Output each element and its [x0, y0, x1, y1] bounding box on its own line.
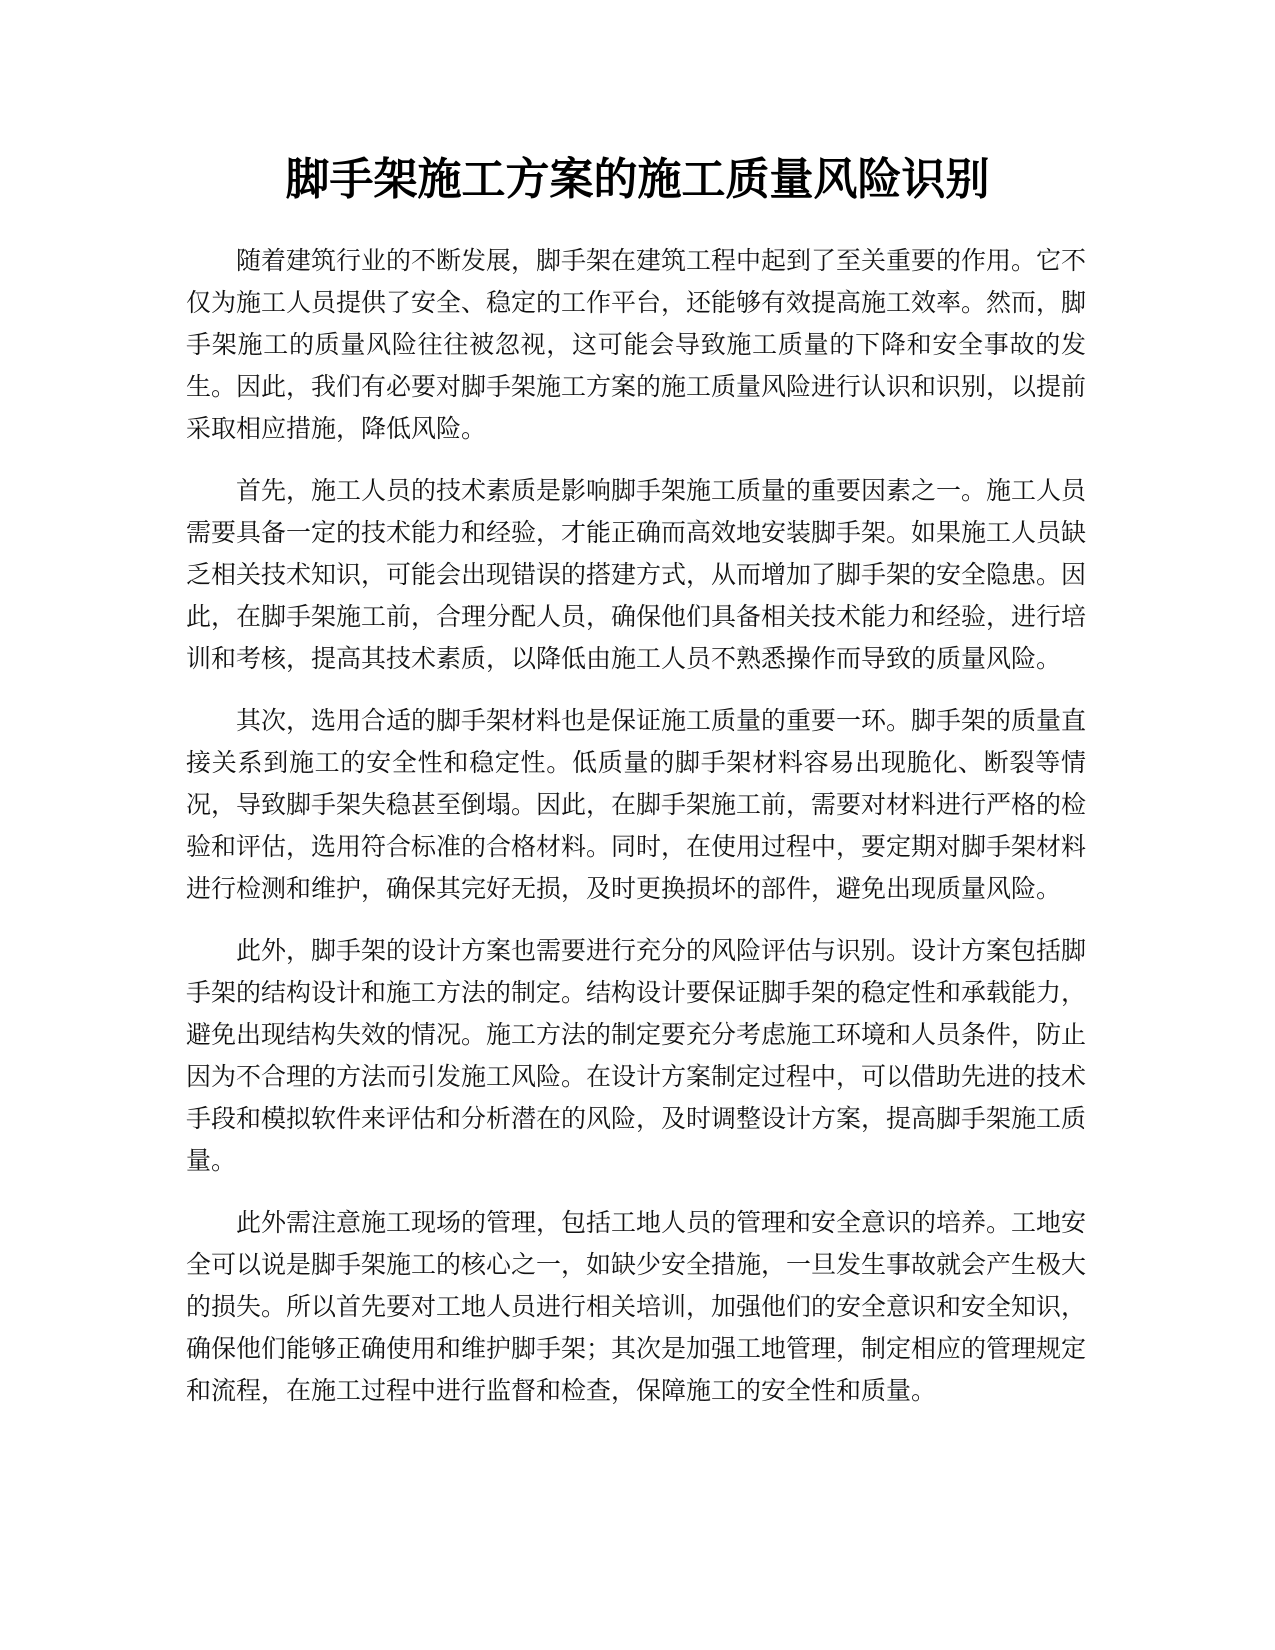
document-title: 脚手架施工方案的施工质量风险识别 [285, 154, 990, 205]
paragraph-site-management: 此外需注意施工现场的管理，包括工地人员的管理和安全意识的培养。工地安全可以说是脚手架施工的核心之一，如缺少安全措施，一旦发生事故就会产生极大的损失。所以首先要对工地人员进行相关培训，加强他们的安全意识和安全知识，确保他们能够正确使用和维护脚手架；其次是加强工地管理，制定相应的管理规定和流程，在施工过程中进行监督和检查，保障施工的安全性和质量。 [186, 1208, 1087, 1405]
paragraph-intro: 随着建筑行业的不断发展，脚手架在建筑工程中起到了至关重要的作用。它不仅为施工人员提供了安全、稳定的工作平台，还能够有效提高施工效率。然而，脚手架施工的质量风险往往被忽视，这可能会导致施工质量的下降和安全事故的发生。因此，我们有必要对脚手架施工方案的施工质量风险进行认识和识别，以提前采取相应措施，降低风险。 [186, 246, 1087, 443]
document-body [186, 240, 1086, 1432]
paragraph-staff-skills: 首先，施工人员的技术素质是影响脚手架施工质量的重要因素之一。施工人员需要具备一定的技术能力和经验，才能正确而高效地安装脚手架。如果施工人员缺乏相关技术知识，可能会出现错误的搭建方式，从而增加了脚手架的安全隐患。因此，在脚手架施工前，合理分配人员，确保他们具备相关技术能力和经验，进行培训和考核，提高其技术素质，以降低由施工人员不熟悉操作而导致的质量风险。 [186, 476, 1087, 673]
paragraph-design: 此外，脚手架的设计方案也需要进行充分的风险评估与识别。设计方案包括脚手架的结构设计和施工方法的制定。结构设计要保证脚手架的稳定性和承载能力，避免出现结构失效的情况。施工方法的制定要充分考虑施工环境和人员条件，防止因为不合理的方法而引发施工风险。在设计方案制定过程中，可以借助先进的技术手段和模拟软件来评估和分析潜在的风险，及时调整设计方案，提高脚手架施工质量。 [186, 936, 1087, 1175]
paragraph-materials: 其次，选用合适的脚手架材料也是保证施工质量的重要一环。脚手架的质量直接关系到施工的安全性和稳定性。低质量的脚手架材料容易出现脆化、断裂等情况，导致脚手架失稳甚至倒塌。因此，在脚手架施工前，需要对材料进行严格的检验和评估，选用符合标准的合格材料。同时，在使用过程中，要定期对脚手架材料进行检测和维护，确保其完好无损，及时更换损坏的部件，避免出现质量风险。 [186, 706, 1087, 903]
